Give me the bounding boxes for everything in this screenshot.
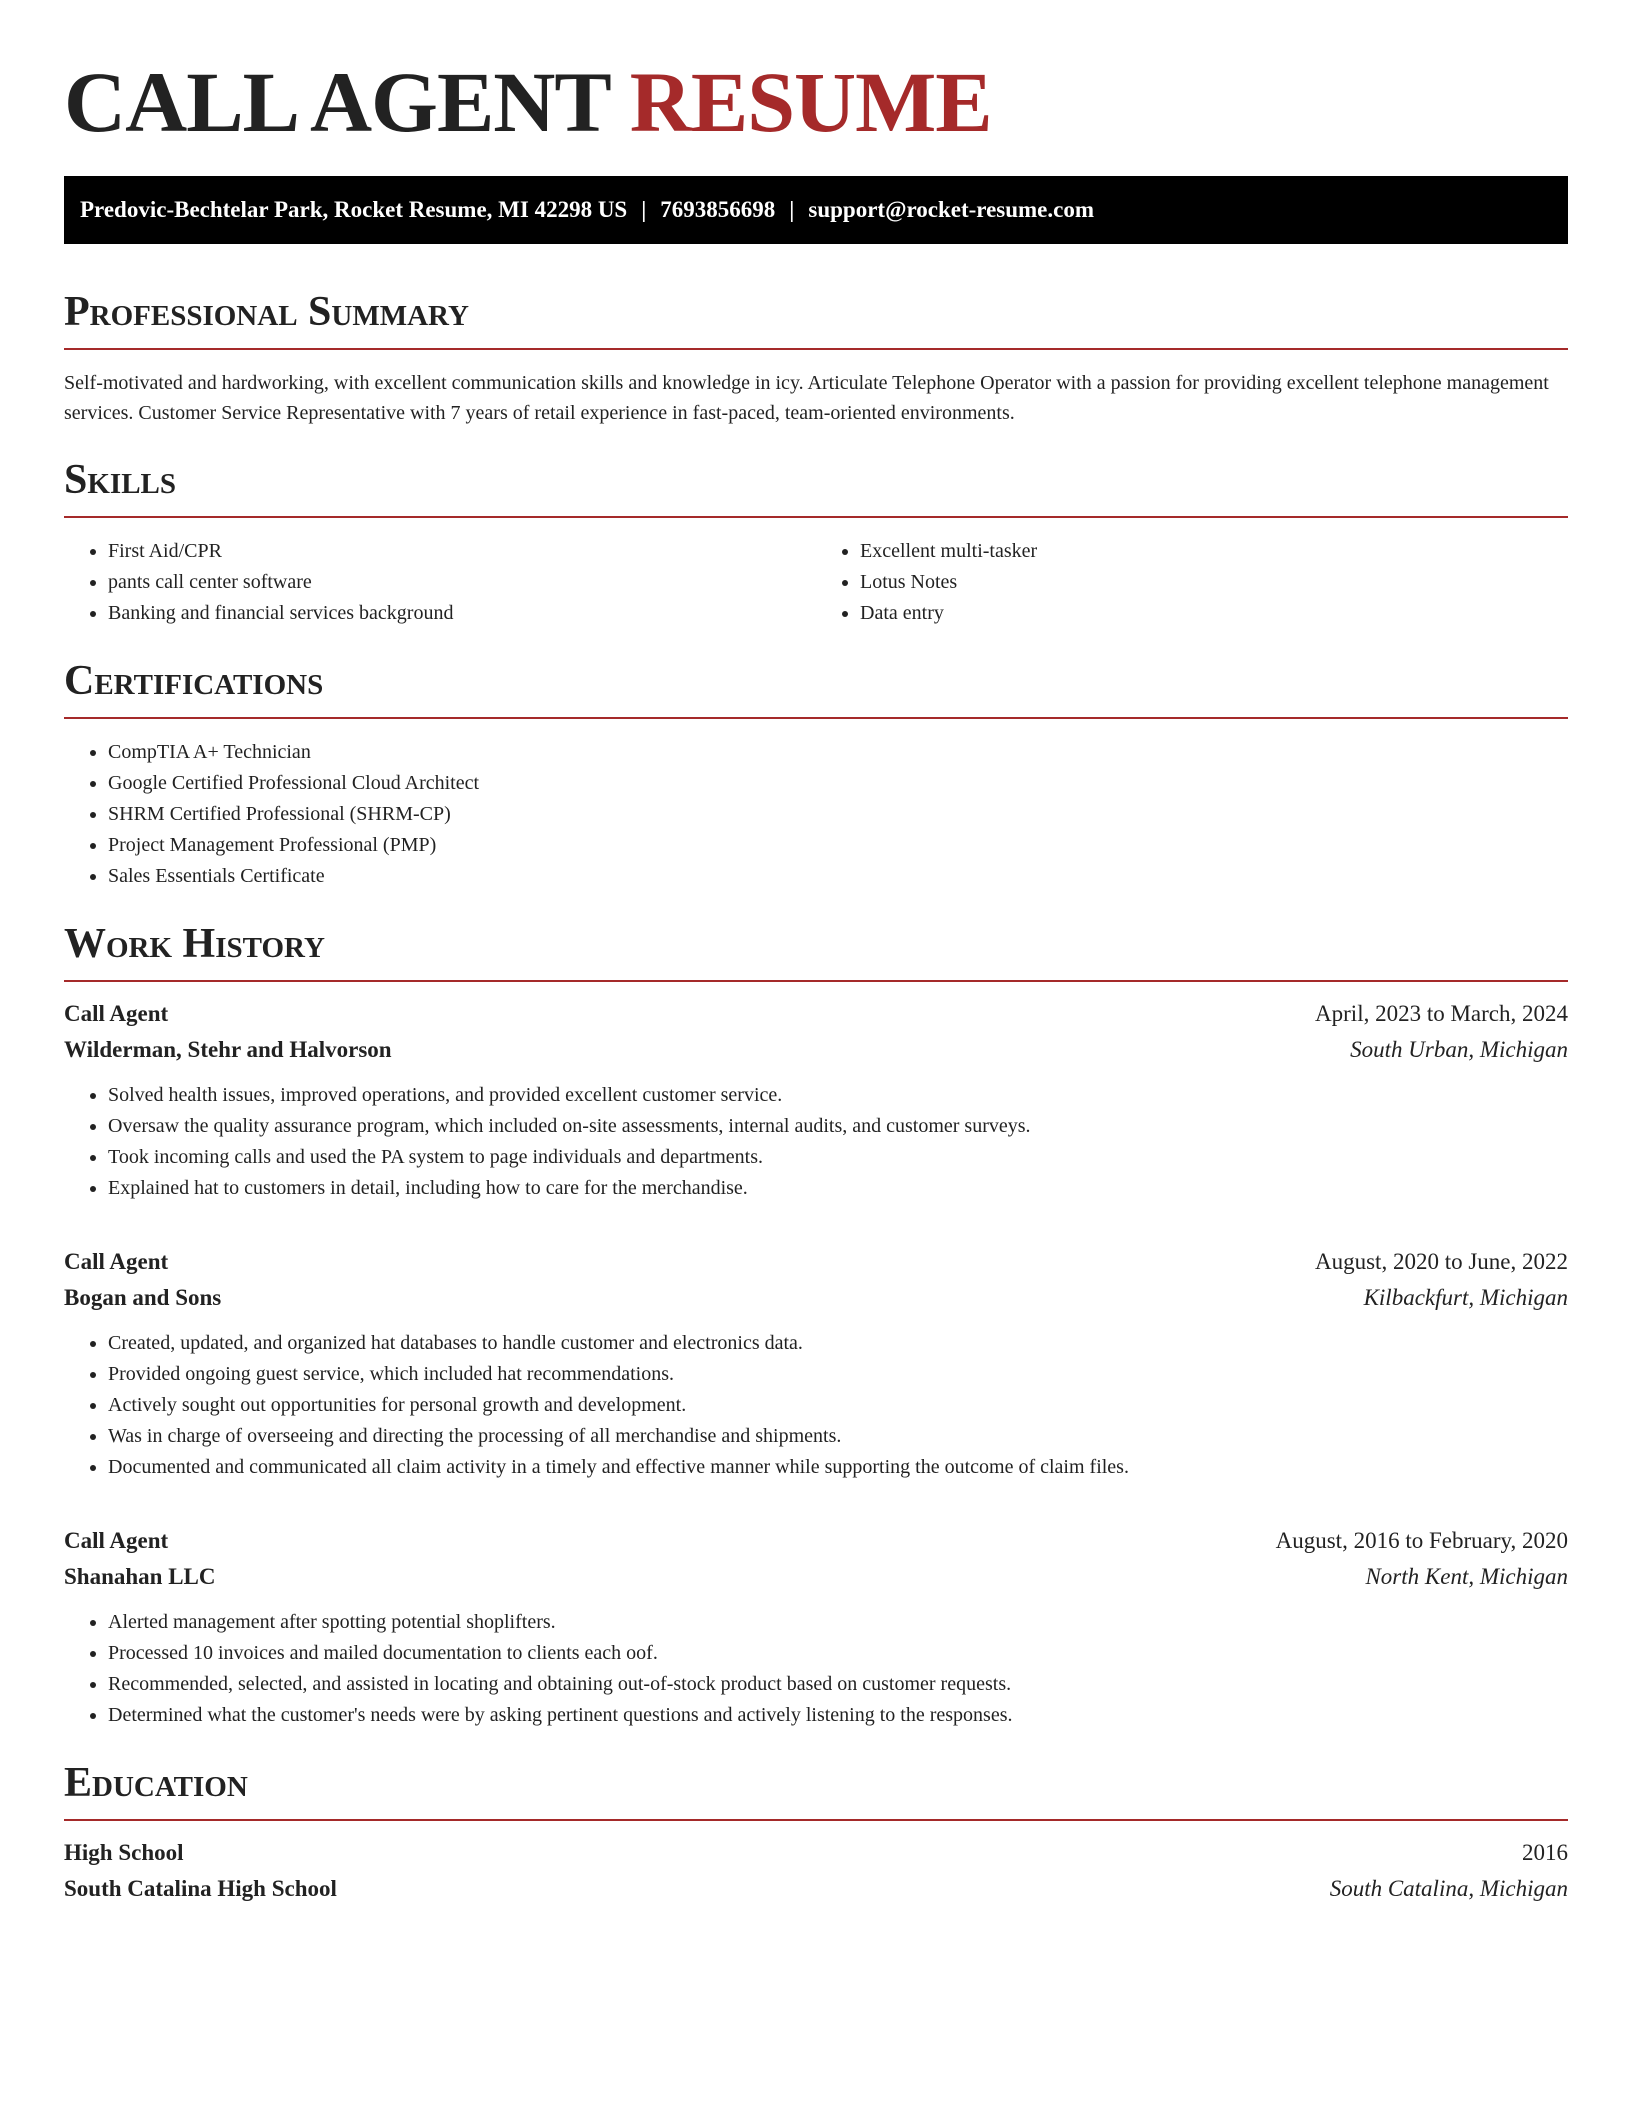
skill-item: • Excellent multi-tasker xyxy=(860,536,1568,567)
job-dates: April, 2023 to March, 2024 xyxy=(1315,1001,1568,1026)
job-bullet: • Recommended, selected, and assisted in locating and obtaining out-of-stock product based on customer requests. xyxy=(108,1669,1568,1700)
skill-item: • pants call center software xyxy=(108,567,816,598)
skill-item: • Banking and financial services background xyxy=(108,598,816,629)
job-company: Bogan and Sons xyxy=(64,1285,222,1310)
skill-item: • First Aid/CPR xyxy=(108,536,816,567)
job-bullet: • Documented and communicated all claim activity in a timely and effective manner while supporting the outcome of claim files. xyxy=(108,1452,1568,1483)
contact-phone: 7693856698 xyxy=(660,197,776,222)
title-main: CALL AGENT xyxy=(64,54,610,150)
job-bullet: • Actively sought out opportunities for personal growth and development. xyxy=(108,1390,1568,1421)
education-school: South Catalina High School xyxy=(64,1876,337,1901)
skills-list xyxy=(64,518,1568,629)
education-heading: Education xyxy=(64,1757,1568,1821)
certifications-heading: Certifications xyxy=(64,655,1568,719)
contact-address: Predovic-Bechtelar Park, Rocket Resume, MI 42298 US xyxy=(80,197,628,222)
job-company: Wilderman, Stehr and Halvorson xyxy=(64,1037,392,1062)
skills-column-right xyxy=(816,536,1568,629)
resume-title xyxy=(64,0,1568,148)
certifications-list xyxy=(64,737,1568,892)
job-dates: August, 2016 to February, 2020 xyxy=(1275,1528,1568,1553)
job-location: North Kent, Michigan xyxy=(1365,1564,1568,1589)
job-bullet: • Was in charge of overseeing and directing the processing of all merchandise and shipments. xyxy=(108,1421,1568,1452)
job-bullet: • Processed 10 invoices and mailed documentation to clients each oof. xyxy=(108,1638,1568,1669)
certification-item: • Project Management Professional (PMP) xyxy=(108,830,1568,861)
job-bullet: • Alerted management after spotting potential shoplifters. xyxy=(108,1607,1568,1638)
education-year: 2016 xyxy=(1522,1840,1568,1865)
job-bullet: • Determined what the customer's needs were by asking pertinent questions and actively listening to the responses. xyxy=(108,1700,1568,1731)
summary-text: Self-motivated and hardworking, with excellent communication skills and knowledge in icy. Articulate Telephone Operator with a passion for providing excellent telephone management services. Customer Service Representative with 7 years of retail experience in fast-paced, team-oriented environments. xyxy=(64,372,1549,424)
job-title: Call Agent xyxy=(64,1528,169,1553)
job-bullet: • Explained hat to customers in detail, including how to care for the merchandise. xyxy=(108,1173,1568,1204)
certification-item: • Sales Essentials Certificate xyxy=(108,861,1568,892)
title-accent: RESUME xyxy=(629,54,992,150)
job-bullets xyxy=(64,1328,1568,1483)
summary-heading: Professional Summary xyxy=(64,286,1568,350)
contact-email: support@rocket-resume.com xyxy=(808,197,1095,222)
contact-bar xyxy=(64,176,1568,244)
contact-separator: | xyxy=(641,197,647,222)
job-title: Call Agent xyxy=(64,1249,169,1274)
resume-page xyxy=(64,0,1568,1907)
job-bullet: • Took incoming calls and used the PA system to page individuals and departments. xyxy=(108,1142,1568,1173)
skills-heading: Skills xyxy=(64,454,1568,518)
certification-item: • CompTIA A+ Technician xyxy=(108,737,1568,768)
certification-item: • Google Certified Professional Cloud Architect xyxy=(108,768,1568,799)
job-entry xyxy=(64,996,1568,1204)
skills-column-left xyxy=(64,536,816,629)
job-bullet: • Created, updated, and organized hat databases to handle customer and electronics data. xyxy=(108,1328,1568,1359)
education-degree: High School xyxy=(64,1840,184,1865)
job-dates: August, 2020 to June, 2022 xyxy=(1315,1249,1568,1274)
job-bullets xyxy=(64,1080,1568,1204)
certification-item: • SHRM Certified Professional (SHRM-CP) xyxy=(108,799,1568,830)
skill-item: • Lotus Notes xyxy=(860,567,1568,598)
job-bullet: • Provided ongoing guest service, which included hat recommendations. xyxy=(108,1359,1568,1390)
job-location: Kilbackfurt, Michigan xyxy=(1363,1285,1568,1310)
job-entry xyxy=(64,1244,1568,1483)
education-entry xyxy=(64,1835,1568,1907)
job-bullet: • Solved health issues, improved operations, and provided excellent customer service. xyxy=(108,1080,1568,1111)
work-history-heading: Work History xyxy=(64,918,1568,982)
skill-item: • Data entry xyxy=(860,598,1568,629)
job-company: Shanahan LLC xyxy=(64,1564,216,1589)
job-bullets xyxy=(64,1607,1568,1731)
education-location: South Catalina, Michigan xyxy=(1329,1876,1568,1901)
contact-separator: | xyxy=(789,197,795,222)
job-location: South Urban, Michigan xyxy=(1350,1037,1568,1062)
job-title: Call Agent xyxy=(64,1001,169,1026)
job-entry xyxy=(64,1523,1568,1731)
job-bullet: • Oversaw the quality assurance program, which included on-site assessments, internal audits, and customer surveys. xyxy=(108,1111,1568,1142)
